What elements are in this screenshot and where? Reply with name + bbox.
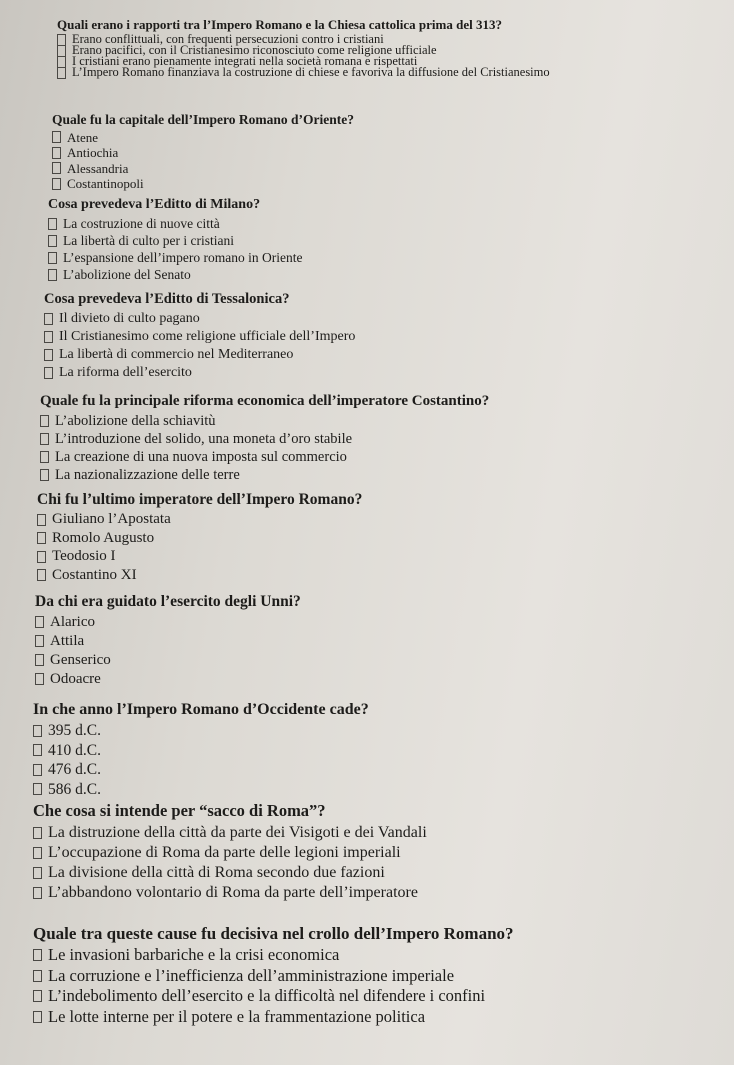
question-3-option-3[interactable]: L’espansione dell’impero romano in Oriente <box>48 249 302 266</box>
question-5-option-2[interactable]: L’introduzione del solido, una moneta d’oro stabile <box>40 430 489 448</box>
question-5 <box>40 394 489 484</box>
question-8-option-4[interactable]: 586 d.C. <box>33 780 369 800</box>
question-2 <box>52 113 354 192</box>
checkbox-icon[interactable] <box>33 1011 42 1023</box>
question-6-option-3[interactable]: Teodosio I <box>37 548 362 567</box>
question-9-option-1[interactable]: La distruzione della città da parte dei Visigoti e dei Vandali <box>33 823 427 843</box>
checkbox-icon[interactable] <box>33 764 42 776</box>
question-10-option-1[interactable]: Le invasioni barbariche e la crisi economica <box>33 945 514 966</box>
question-5-title: Quale fu la principale riforma economica dell’imperatore Costantino? <box>40 393 490 409</box>
checkbox-icon[interactable] <box>35 635 44 647</box>
checkbox-icon[interactable] <box>48 269 57 281</box>
question-8-option-1[interactable]: 395 d.C. <box>33 721 369 741</box>
checkbox-icon[interactable] <box>33 970 42 982</box>
question-2-title: Quale fu la capitale dell’Impero Romano d’Oriente? <box>52 112 354 127</box>
question-10-option-2[interactable]: La corruzione e l’inefficienza dell’amministrazione imperiale <box>33 966 514 987</box>
question-6 <box>37 492 362 585</box>
question-4-option-1[interactable]: Il divieto di culto pagano <box>44 310 355 328</box>
question-6-option-2[interactable]: Romolo Augusto <box>37 529 362 548</box>
checkbox-icon[interactable] <box>48 218 57 230</box>
question-4-title: Cosa prevedeva l’Editto di Tessalonica? <box>44 291 290 307</box>
checkbox-icon[interactable] <box>40 415 49 427</box>
question-3 <box>48 198 302 283</box>
checkbox-icon[interactable] <box>57 67 66 79</box>
question-2-option-3[interactable]: Alessandria <box>52 161 354 177</box>
checkbox-icon[interactable] <box>37 569 46 581</box>
checkbox-icon[interactable] <box>33 847 42 859</box>
question-1-option-4[interactable]: L’Impero Romano finanziava la costruzione di chiese e favoriva la diffusione del Cristianesimo <box>57 67 550 78</box>
question-7 <box>35 594 301 689</box>
question-9-option-4[interactable]: L’abbandono volontario di Roma da parte dell’imperatore <box>33 883 427 903</box>
checkbox-icon[interactable] <box>35 616 44 628</box>
question-1-option-1[interactable]: Erano conflittuali, con frequenti persecuzioni contro i cristiani <box>57 34 550 45</box>
checkbox-icon[interactable] <box>33 887 42 899</box>
checkbox-icon[interactable] <box>35 673 44 685</box>
checkbox-icon[interactable] <box>33 744 42 756</box>
checkbox-icon[interactable] <box>33 725 42 737</box>
question-7-option-3[interactable]: Genserico <box>35 651 301 670</box>
question-6-option-1[interactable]: Giuliano l’Apostata <box>37 511 362 530</box>
checkbox-icon[interactable] <box>40 451 49 463</box>
checkbox-icon[interactable] <box>48 235 57 247</box>
question-8-option-3[interactable]: 476 d.C. <box>33 760 369 780</box>
question-3-option-4[interactable]: L’abolizione del Senato <box>48 266 302 283</box>
question-1-option-3[interactable]: I cristiani erano pienamente integrati nella società romana e rispettati <box>57 56 550 67</box>
checkbox-icon[interactable] <box>40 469 49 481</box>
question-9-option-2[interactable]: L’occupazione di Roma da parte delle legioni imperiali <box>33 843 427 863</box>
checkbox-icon[interactable] <box>52 178 61 190</box>
question-3-title: Cosa prevedeva l’Editto di Milano? <box>48 197 261 212</box>
question-9-title: Che cosa si intende per “sacco di Roma”? <box>33 801 326 820</box>
checkbox-icon[interactable] <box>33 783 42 795</box>
question-9-option-3[interactable]: La divisione della città di Roma secondo due fazioni <box>33 863 427 883</box>
checkbox-icon[interactable] <box>44 349 53 361</box>
question-4 <box>44 292 355 382</box>
question-9 <box>33 803 427 903</box>
question-4-option-4[interactable]: La riforma dell’esercito <box>44 364 355 382</box>
question-7-option-1[interactable]: Alarico <box>35 613 301 632</box>
question-3-option-1[interactable]: La costruzione di nuove città <box>48 215 302 232</box>
checkbox-icon[interactable] <box>33 949 42 961</box>
checkbox-icon[interactable] <box>52 162 61 174</box>
checkbox-icon[interactable] <box>37 532 46 544</box>
question-2-option-4[interactable]: Costantinopoli <box>52 176 354 192</box>
question-6-title: Chi fu l’ultimo imperatore dell’Impero Romano? <box>37 491 363 508</box>
question-8-title: In che anno l’Impero Romano d’Occidente cade? <box>33 701 369 718</box>
question-10 <box>33 925 514 1027</box>
question-8 <box>33 702 369 799</box>
question-10-option-4[interactable]: Le lotte interne per il potere e la frammentazione politica <box>33 1007 514 1028</box>
question-10-title: Quale tra queste cause fu decisiva nel crollo dell’Impero Romano? <box>33 924 514 943</box>
checkbox-icon[interactable] <box>44 331 53 343</box>
question-7-title: Da chi era guidato l’esercito degli Unni? <box>35 593 301 610</box>
checkbox-icon[interactable] <box>37 514 46 526</box>
checkbox-icon[interactable] <box>44 313 53 325</box>
checkbox-icon[interactable] <box>52 147 61 159</box>
checkbox-icon[interactable] <box>33 867 42 879</box>
question-2-option-1[interactable]: Atene <box>52 130 354 146</box>
checkbox-icon[interactable] <box>33 990 42 1002</box>
checkbox-icon[interactable] <box>35 654 44 666</box>
checkbox-icon[interactable] <box>44 367 53 379</box>
question-1-title: Quali erano i rapporti tra l’Impero Romano e la Chiesa cattolica prima del 313? <box>57 17 502 32</box>
question-5-option-1[interactable]: L’abolizione della schiavitù <box>40 412 489 430</box>
checkbox-icon[interactable] <box>48 252 57 264</box>
checkbox-icon[interactable] <box>52 131 61 143</box>
question-5-option-4[interactable]: La nazionalizzazione delle terre <box>40 466 489 484</box>
checkbox-icon[interactable] <box>40 433 49 445</box>
checkbox-icon[interactable] <box>33 827 42 839</box>
question-1-option-2[interactable]: Erano pacifici, con il Cristianesimo riconosciuto come religione ufficiale <box>57 45 550 56</box>
question-5-option-3[interactable]: La creazione di una nuova imposta sul commercio <box>40 448 489 466</box>
question-10-option-3[interactable]: L’indebolimento dell’esercito e la difficoltà nel difendere i confini <box>33 986 514 1007</box>
question-1 <box>57 18 550 78</box>
question-6-option-4[interactable]: Costantino XI <box>37 566 362 585</box>
question-8-option-2[interactable]: 410 d.C. <box>33 741 369 761</box>
question-4-option-2[interactable]: Il Cristianesimo come religione ufficiale dell’Impero <box>44 328 355 346</box>
question-2-option-2[interactable]: Antiochia <box>52 145 354 161</box>
question-4-option-3[interactable]: La libertà di commercio nel Mediterraneo <box>44 346 355 364</box>
checkbox-icon[interactable] <box>37 551 46 563</box>
question-7-option-2[interactable]: Attila <box>35 632 301 651</box>
question-3-option-2[interactable]: La libertà di culto per i cristiani <box>48 232 302 249</box>
question-7-option-4[interactable]: Odoacre <box>35 670 301 689</box>
